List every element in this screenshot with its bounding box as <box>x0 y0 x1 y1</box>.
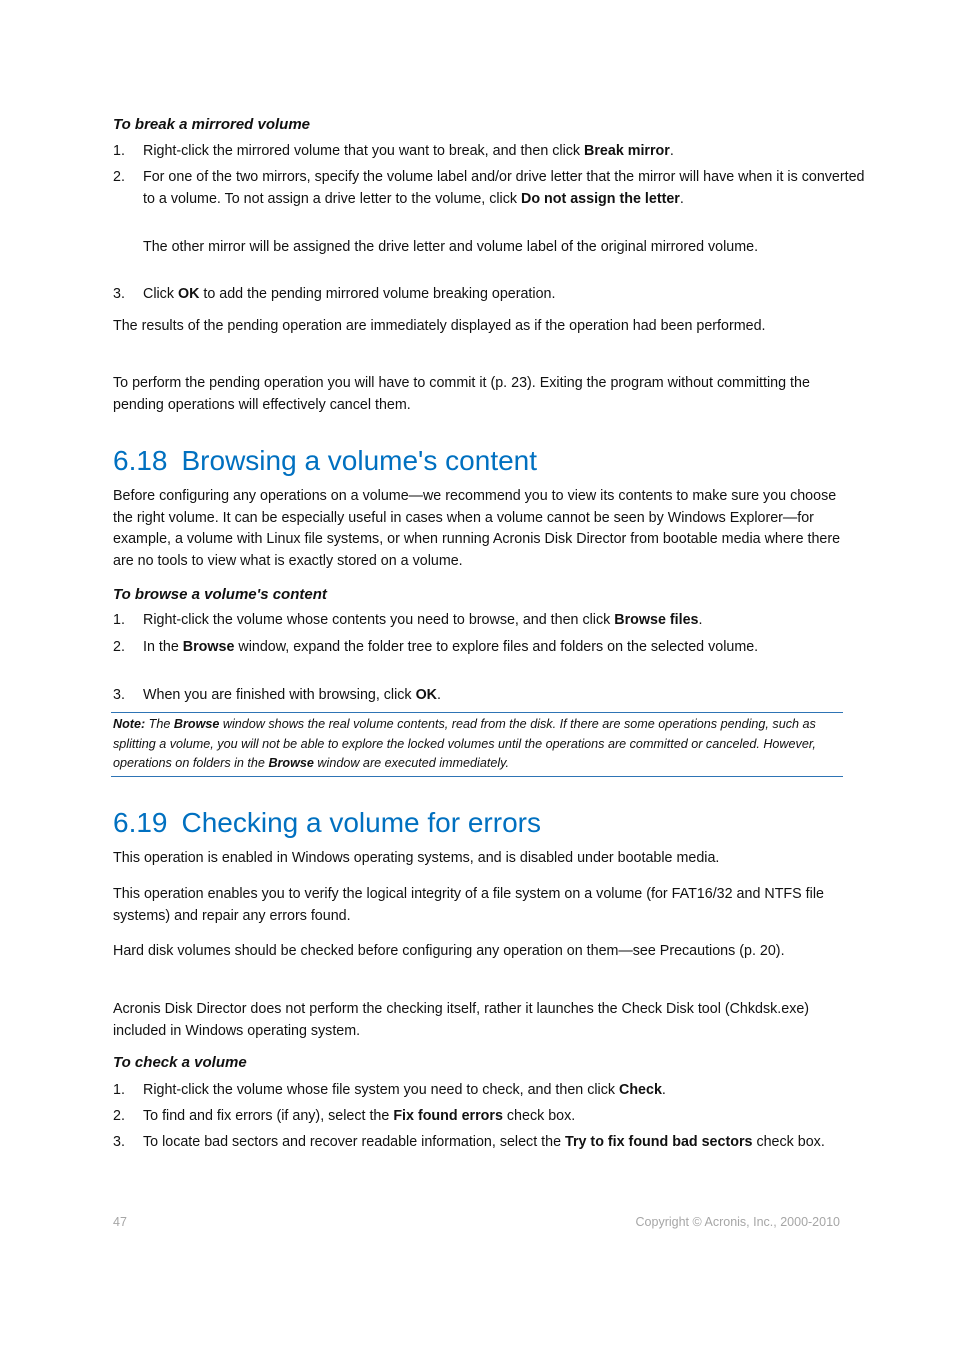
section-title-text: Browsing a volume's content <box>181 445 538 476</box>
text: window are executed immediately. <box>313 756 509 771</box>
text: Right-click the volume whose contents you need to browse, and then click <box>143 612 615 628</box>
section-title <box>113 444 843 478</box>
text: . <box>661 1082 666 1098</box>
ui-term: Do not assign the letter <box>521 190 680 207</box>
list-item <box>113 1132 873 1154</box>
section-number: 6.19 <box>113 807 168 838</box>
list-item <box>113 141 873 163</box>
list-item <box>113 1106 873 1128</box>
list-number: 1. <box>113 143 125 159</box>
paragraph: Before configuring any operations on a volume—we recommend you to view its contents to make sure you choose the right volume. It can be especially useful in cases when a volume cannot be seen by Windows Explorer—for example, a volume with Linux file systems, or when running Acronis Disk Director from bootable media where there are no tools to view what is exactly stored on a volume. <box>113 488 841 569</box>
list-number: 1. <box>113 1082 125 1098</box>
paragraph: To perform the pending operation you will have to commit it (p. 23). Exiting the program without committing the pending operations will effectively cancel them. <box>113 375 810 413</box>
section-number: 6.18 <box>113 445 168 476</box>
ui-term: Check <box>619 1082 662 1098</box>
ui-term: Break mirror <box>584 143 670 159</box>
paragraph: Hard disk volumes should be checked before configuring any operation on them—see Precautions (p. 20). <box>113 943 785 959</box>
note-label: Note: <box>113 717 146 731</box>
section-title-text: Checking a volume for errors <box>181 807 541 838</box>
ui-term: Fix found errors <box>393 1108 503 1124</box>
text: To locate bad sectors and recover readable information, select the <box>143 1134 565 1150</box>
text: check box. <box>752 1134 825 1150</box>
list-item <box>113 637 873 659</box>
list-item <box>113 685 873 707</box>
text: window shows the real volume contents, read from the disk. If there are some operations pending, such as splitting a volume, you will not be able to explore the locked volumes until the operations are committed or canceled. However, operations on folders in the <box>113 717 816 771</box>
paragraph: The results of the pending operation are immediately displayed as if the operation had been performed. <box>113 318 766 334</box>
text: Right-click the mirrored volume that you want to break, and then click <box>143 143 585 159</box>
text: When you are finished with browsing, click <box>143 687 416 703</box>
text: to add the pending mirrored volume breaking operation. <box>199 286 556 302</box>
procedure-heading: To break a mirrored volume <box>113 116 311 133</box>
text: . <box>698 612 703 628</box>
text: . <box>437 687 441 703</box>
list-item <box>113 284 873 306</box>
text: window, expand the folder tree to explore files and folders on the selected volume. <box>234 639 759 655</box>
ui-term: OK <box>415 687 438 703</box>
note-box <box>111 712 843 777</box>
text: Click <box>143 286 178 302</box>
text: To find and fix errors (if any), select the <box>143 1108 394 1124</box>
ui-term: OK <box>177 286 200 302</box>
list-item <box>113 167 873 210</box>
text: In the <box>143 639 183 655</box>
list-number: 1. <box>113 612 125 628</box>
ui-term: Try to fix found bad sectors <box>565 1134 753 1150</box>
list-item-note: The other mirror will be assigned the drive letter and volume label of the original mirrored volume. <box>143 239 759 255</box>
list-number: 3. <box>113 286 125 302</box>
text: check box. <box>502 1108 576 1124</box>
list-number: 2. <box>113 169 125 185</box>
list-item <box>113 1080 873 1102</box>
paragraph: This operation enables you to verify the logical integrity of a file system on a volume (for FAT16/32 and NTFS file systems) and repair any errors found. <box>113 886 824 924</box>
ui-term: Browse <box>173 717 220 731</box>
ui-term: Browse files <box>614 612 699 628</box>
text: For one of the two mirrors, specify the volume label and/or drive letter that the mirror will have when it is converted to a volume. To not assign a drive letter to the volume, click <box>143 169 865 207</box>
copyright: Copyright © Acronis, Inc., 2000-2010 <box>635 1215 840 1229</box>
list-number: 3. <box>113 1134 125 1150</box>
text: . <box>679 190 684 207</box>
ui-term: Browse <box>268 756 314 771</box>
text: Right-click the volume whose file system you need to check, and then click <box>143 1082 619 1098</box>
section-title <box>113 806 843 840</box>
list-number: 2. <box>113 639 125 655</box>
text: The <box>145 717 174 731</box>
list-number: 3. <box>113 687 125 703</box>
ui-term: Browse <box>182 639 235 655</box>
procedure-heading: To browse a volume's content <box>113 586 327 603</box>
page-number: 47 <box>113 1215 127 1229</box>
list-item <box>113 610 873 632</box>
text: . <box>669 143 674 159</box>
list-number: 2. <box>113 1108 125 1124</box>
paragraph: Acronis Disk Director does not perform the checking itself, rather it launches the Check Disk tool (Chkdsk.exe) included in Windows operating system. <box>113 1001 810 1039</box>
procedure-heading: To check a volume <box>113 1054 247 1071</box>
paragraph: This operation is enabled in Windows operating systems, and is disabled under bootable media. <box>113 850 720 866</box>
